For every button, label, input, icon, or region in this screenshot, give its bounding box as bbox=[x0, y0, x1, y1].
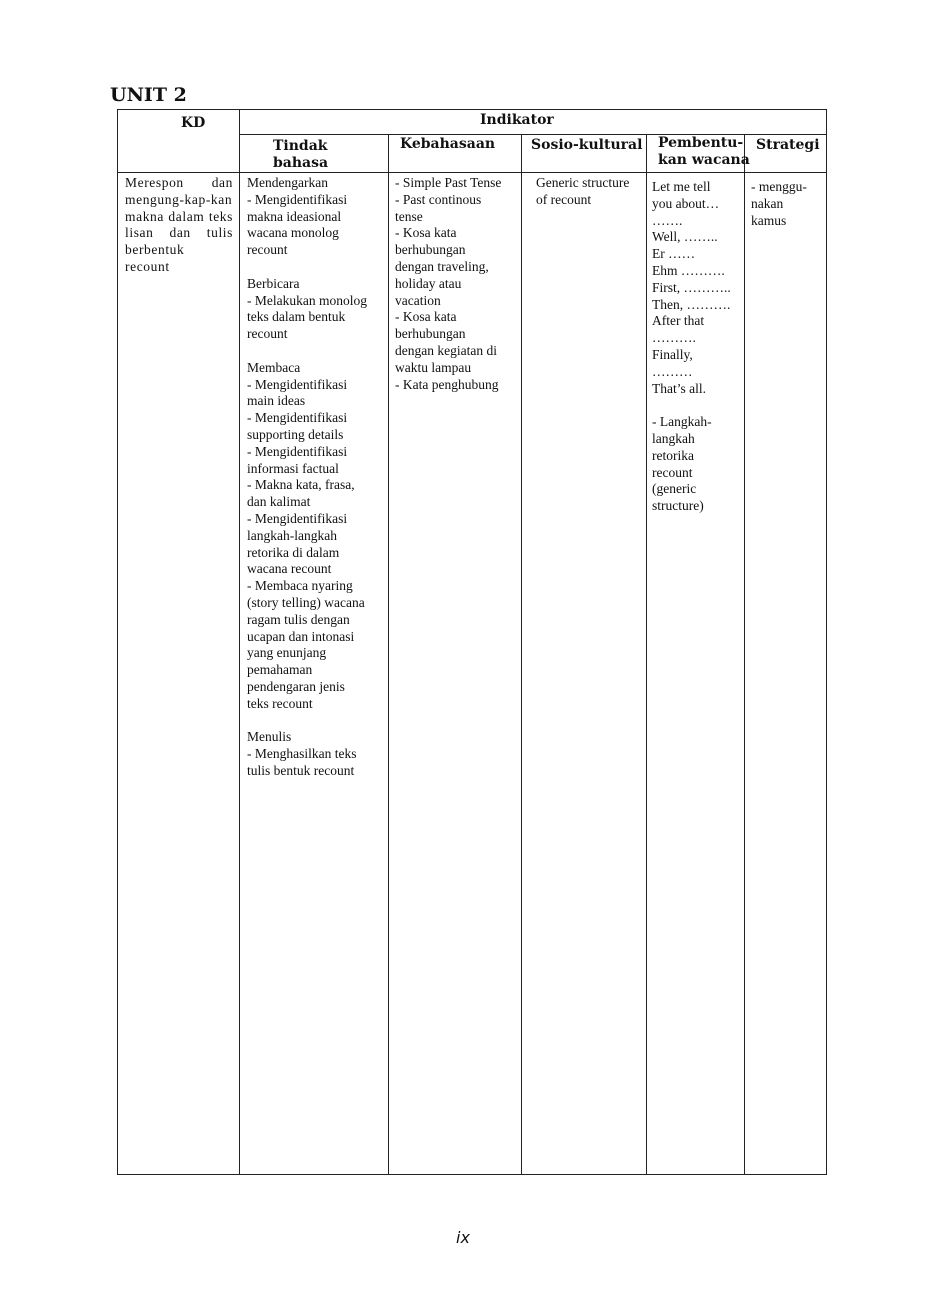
column-divider bbox=[744, 135, 745, 1175]
cell-kd: Merespon dan mengung-kap-kan makna dalam teks lisan dan tulis berbentuk recount bbox=[125, 175, 233, 274]
cell-pembentukan-wacana: Let me tell you about… ……. Well, …….. Er …… Ehm ………. First, ……….. Then, ………. After that ………. Finally, ……… That’s all. - Langkah- langkah retorika recount (generic structure) bbox=[652, 179, 731, 514]
page-number: ix bbox=[456, 1228, 470, 1247]
cell-strategi: - menggu- nakan kamus bbox=[751, 179, 807, 228]
header-pembentukan-wacana: Pembentu- kan wacana bbox=[658, 135, 750, 168]
header-sosio-kultural: Sosio-kultural bbox=[531, 137, 643, 153]
header-tindak-bahasa: Tindak bahasa bbox=[273, 138, 329, 171]
header-kd: KD bbox=[181, 115, 206, 131]
header-strategi: Strategi bbox=[756, 137, 820, 153]
cell-kebahasaan: - Simple Past Tense - Past continous tense - Kosa kata berhubungan dengan traveling, holiday atau vacation - Kosa kata berhubungan dengan kegiatan di waktu lampau - Kata penghubung bbox=[395, 175, 502, 392]
column-divider bbox=[239, 109, 240, 1175]
cell-tindak-bahasa: Mendengarkan - Mengidentifikasi makna ideasional wacana monolog recount Berbicara - Melakukan monolog teks dalam bentuk recount Membaca - Mengidentifikasi main ideas - Mengidentifikasi supporting details - Mengidentifikasi informasi factual - Makna kata, frasa, dan kalimat - Mengidentifikasi langkah-langkah retorika di dalam wacana recount - Membaca nyaring (story telling) wacana ragam tulis dengan ucapan dan intonasi yang enunjang pemahaman pendengaran jenis teks recount Menulis - Menghasilkan teks tulis bentuk recount bbox=[247, 175, 367, 778]
cell-sosio-kultural: Generic structure of recount bbox=[536, 175, 630, 207]
unit-title: UNIT 2 bbox=[110, 84, 187, 106]
header-kebahasaan: Kebahasaan bbox=[400, 136, 496, 152]
column-divider bbox=[646, 135, 647, 1175]
column-divider bbox=[521, 135, 522, 1175]
column-divider bbox=[388, 135, 389, 1175]
header-indikator: Indikator bbox=[480, 112, 554, 128]
row-divider bbox=[117, 172, 827, 173]
